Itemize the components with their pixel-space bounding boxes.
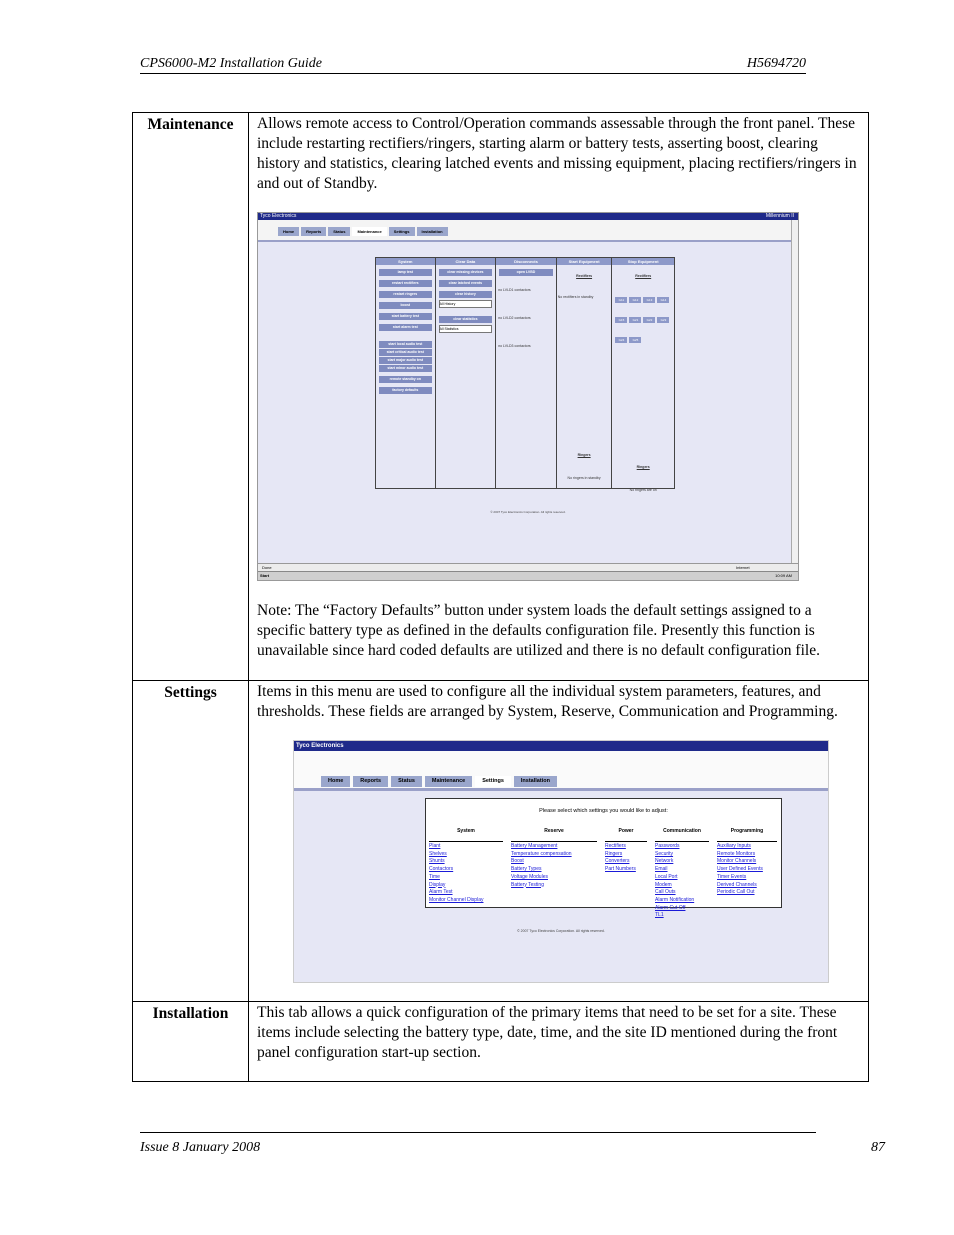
tab-status[interactable]: Status <box>328 227 350 236</box>
system-column: System lamp test restart rectifiers restart ringers boost start battery test start alarm test start local audio test start critical audio test start major audio test start minor audio test remote standby on factory defaults <box>376 258 436 488</box>
rectifier-g21-button[interactable]: G21 <box>629 317 641 323</box>
rectifier-g14-button[interactable]: G14 <box>657 297 669 303</box>
settings-link[interactable]: Ringers <box>605 850 623 857</box>
settings-link[interactable]: Plant <box>429 843 441 849</box>
factory-defaults-button[interactable]: factory defaults <box>379 387 432 394</box>
start-equipment-column: Start Equipment Rectifiers No rectifiers in standby Ringers No ringers in standby <box>557 258 613 488</box>
settings-link[interactable]: Local Port <box>655 873 678 880</box>
settings-link[interactable]: Rectifiers <box>605 843 626 849</box>
start-major-audio-test-button[interactable]: start major audio test <box>379 357 432 364</box>
page-number: 87 <box>871 1140 885 1155</box>
tab-home[interactable]: Home <box>321 776 350 787</box>
row-label-maintenance: Maintenance <box>133 113 249 681</box>
scrollbar[interactable] <box>791 220 798 564</box>
table-row <box>133 681 869 1002</box>
table-row <box>133 1002 869 1082</box>
row-body-installation <box>249 1002 869 1082</box>
settings-link[interactable]: Modem <box>655 881 672 888</box>
settings-link[interactable]: Temperature compensation <box>511 850 572 857</box>
clear-data-column: Clear Data clear missing devices clear latched events clear history All History clear statistics All Statistics <box>436 258 497 488</box>
settings-link[interactable]: User Defined Events <box>717 866 763 873</box>
settings-link[interactable]: Alarm Notification <box>655 896 695 903</box>
row-body-maintenance <box>249 113 869 681</box>
tab-installation[interactable]: Installation <box>514 776 557 787</box>
lamp-test-button[interactable]: lamp test <box>379 269 432 276</box>
settings-title-bar: Tyco Electronics <box>294 741 828 751</box>
tab-home[interactable]: Home <box>278 227 299 236</box>
browser-status-bar: Done Internet <box>258 563 798 572</box>
maintenance-screenshot <box>257 212 799 581</box>
document-title: CPS6000-M2 Installation Guide <box>140 56 322 71</box>
document-number: H5694720 <box>746 56 806 71</box>
settings-link[interactable]: Auxiliary Inputs <box>717 843 751 849</box>
tab-reports[interactable]: Reports <box>301 227 326 236</box>
settings-link[interactable]: Shunts <box>429 858 445 865</box>
settings-link[interactable]: Contactors <box>429 866 454 873</box>
tab-maintenance[interactable]: Maintenance <box>425 776 472 787</box>
history-select[interactable]: All History <box>439 300 493 308</box>
settings-link[interactable]: Voltage Modules <box>511 873 548 880</box>
row-label-settings: Settings <box>133 681 249 1002</box>
settings-link[interactable]: Display <box>429 881 446 888</box>
restart-rectifiers-button[interactable]: restart rectifiers <box>379 280 432 287</box>
rectifier-g12-button[interactable]: G12 <box>629 297 641 303</box>
open-lvbd-button[interactable]: open LVBD <box>499 269 553 276</box>
start-button[interactable]: Start <box>260 573 270 578</box>
issue-date: Issue 8 January 2008 <box>140 1140 261 1155</box>
settings-link[interactable]: Timer Events <box>717 873 747 880</box>
row-label-installation: Installation <box>133 1002 249 1082</box>
tab-settings[interactable]: Settings <box>389 227 415 236</box>
settings-link[interactable]: Time <box>429 873 440 880</box>
settings-link[interactable]: Alarm Cut-Off <box>655 904 686 911</box>
tab-bar <box>258 220 798 242</box>
clear-missing-devices-button[interactable]: clear missing devices <box>439 269 493 276</box>
reserve-settings-column: Reserve Battery Management Temperature compensation Boost Battery Types Voltage Modules Battery Testing <box>511 821 597 920</box>
settings-link[interactable]: Monitor Channel Display <box>429 896 484 903</box>
settings-link[interactable]: Remote Monitors <box>717 850 756 857</box>
tab-status[interactable]: Status <box>391 776 422 787</box>
settings-link[interactable]: Monitor Channels <box>717 858 757 865</box>
start-battery-test-button[interactable]: start battery test <box>379 313 432 320</box>
taskbar-clock: 10:09 AM <box>775 573 792 578</box>
start-critical-audio-test-button[interactable]: start critical audio test <box>379 349 432 356</box>
clear-statistics-button[interactable]: clear statistics <box>439 316 493 323</box>
rectifier-g23-button[interactable]: G23 <box>657 317 669 323</box>
maintenance-panel <box>375 257 675 492</box>
settings-link[interactable]: Shelves <box>429 850 447 857</box>
settings-link[interactable]: Call Outs <box>655 889 676 896</box>
start-alarm-test-button[interactable]: start alarm test <box>379 324 432 331</box>
rectifier-g15-button[interactable]: G15 <box>615 317 627 323</box>
rectifier-g11-button[interactable]: G11 <box>615 297 627 303</box>
menu-description-table <box>132 112 869 1082</box>
settings-description: Items in this menu are used to configure all the individual system parameters, features, and thresholds. These fields are arranged by System, Reserve, Communication and Programming. <box>257 683 838 720</box>
remote-standby-button[interactable]: remote standby on <box>379 376 432 383</box>
system-settings-column: System Plant Shelves Shunts Contactors Time Display Alarm Test Monitor Channel Display <box>429 821 503 920</box>
statistics-select[interactable]: All Statistics <box>439 325 493 333</box>
copyright-note: © 2007 Tyco Electronics Corporation. All rights reserved. <box>517 929 605 933</box>
settings-link[interactable]: Boost <box>511 858 524 865</box>
clear-history-button[interactable]: clear history <box>439 291 493 298</box>
settings-link[interactable]: Part Numbers <box>605 866 636 873</box>
start-minor-audio-test-button[interactable]: start minor audio test <box>379 365 432 372</box>
settings-link[interactable]: Network <box>655 858 674 865</box>
page-header <box>140 56 806 74</box>
settings-link[interactable]: Periodic Call Out <box>717 889 755 896</box>
settings-link[interactable]: Email <box>655 866 668 873</box>
tab-settings[interactable]: Settings <box>475 776 511 787</box>
rectifier-g13-button[interactable]: G13 <box>643 297 655 303</box>
settings-prompt: Please select which settings you would like to adjust: <box>539 808 668 814</box>
start-local-audio-test-button[interactable]: start local audio test <box>379 341 432 348</box>
copyright-note: © 2007 Tyco Electronics Corporation. All rights reserved. <box>490 510 566 514</box>
settings-link[interactable]: Security <box>655 850 674 857</box>
settings-selection-box <box>425 798 782 919</box>
tab-reports[interactable]: Reports <box>353 776 388 787</box>
browser-title-bar: Tyco Electronics Millennium II <box>258 213 798 220</box>
settings-tab-bar <box>294 751 828 791</box>
settings-link[interactable]: Derived Channels <box>717 881 757 888</box>
settings-link[interactable]: Battery Testing <box>511 881 544 888</box>
programming-settings-column: Programming Auxiliary Inputs Remote Monitors Monitor Channels User Defined Events Timer Events Derived Channels Periodic Call Out <box>717 821 777 920</box>
rectifier-g24-button[interactable]: G24 <box>615 337 627 343</box>
settings-link[interactable]: Battery Types <box>511 866 542 873</box>
power-settings-column: Power Rectifiers Ringers Converters Part Numbers <box>605 821 647 920</box>
installation-description: This tab allows a quick configuration of the primary items that need to be set for a site. These items include selecting the battery type, date, time, and the site ID mentioned during the front panel configuration start-up section. <box>257 1004 838 1061</box>
page-footer <box>140 1132 885 1155</box>
clear-latched-events-button[interactable]: clear latched events <box>439 280 493 287</box>
tab-installation[interactable]: Installation <box>417 227 448 236</box>
settings-link[interactable]: Converters <box>605 858 630 865</box>
settings-link[interactable]: TL1 <box>655 912 664 919</box>
settings-link[interactable]: Battery Management <box>511 843 558 849</box>
settings-link[interactable]: Passwords <box>655 843 680 849</box>
rectifier-g25-button[interactable]: G25 <box>629 337 641 343</box>
table-row <box>133 113 869 681</box>
rectifier-g22-button[interactable]: G22 <box>643 317 655 323</box>
stop-equipment-column: Stop Equipment Rectifiers G11 G12 G13 G14 G15 G21 G22 G23 G24 G25 Ringers No ringers are on <box>612 258 674 488</box>
boost-button[interactable]: boost <box>379 302 432 309</box>
restart-ringers-button[interactable]: restart ringers <box>379 291 432 298</box>
maintenance-description: Allows remote access to Control/Operation commands assessable through the front panel. These include restarting rectifiers/ringers, starting alarm or battery tests, asserting boost, clearing history and statistics, clearing latched events and missing equipment, placing rectifiers/ringers in and out of Standby. <box>257 115 857 192</box>
settings-link[interactable]: Alarm Test <box>429 889 453 896</box>
communication-settings-column: Communication Passwords Security Network Email Local Port Modem Call Outs Alarm Notification Alarm Cut-Off TL1 <box>655 821 709 920</box>
settings-screenshot <box>293 740 829 983</box>
tab-maintenance[interactable]: Maintenance <box>352 227 386 236</box>
taskbar <box>258 571 798 580</box>
row-body-settings <box>249 681 869 1002</box>
disconnects-column: Disconnects open LVBD no LVLD1 contactors no LVLD2 contactors no LVLD3 contactors <box>496 258 557 488</box>
factory-defaults-note: Note: The “Factory Defaults” button under system loads the default settings assigned to a specific battery type as defined in the defaults configuration file. Presently this function is unavailable since hard coded defaults are utilized and there is no default configuration file. <box>257 602 820 659</box>
